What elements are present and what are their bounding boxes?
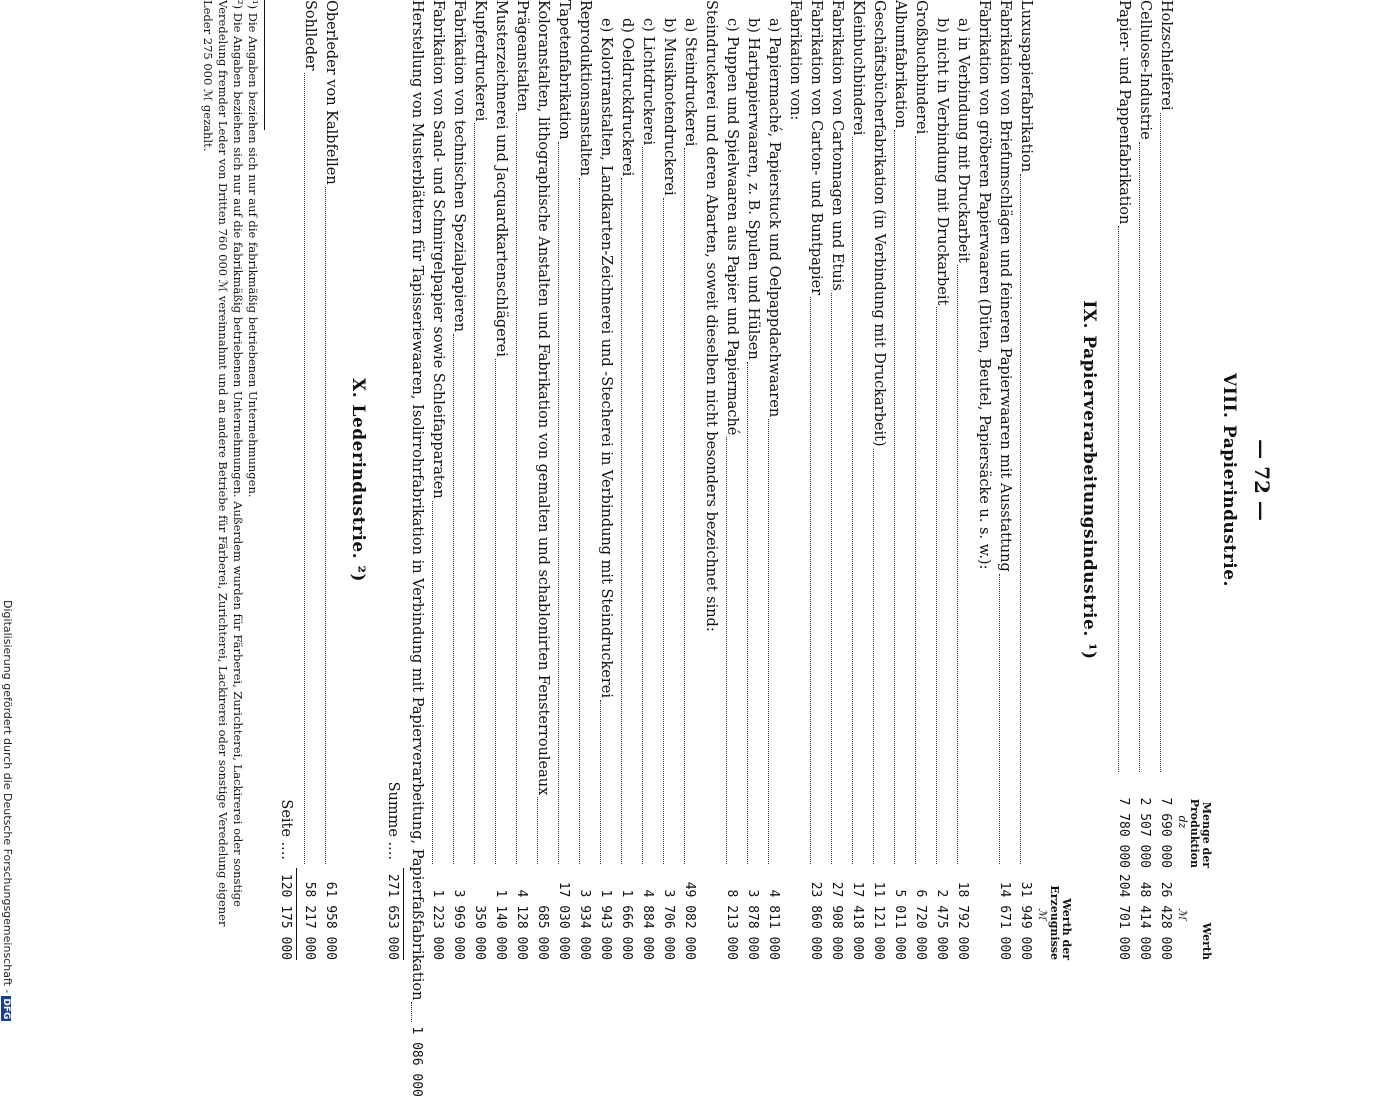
dot-leader	[663, 198, 664, 864]
row-label: Steindruckerei und deren Abarten, soweit dieselben nicht besonders bezeichnet sind:	[703, 0, 719, 632]
row-value: 3 969 000	[451, 889, 466, 960]
row-label: Geschäftsbücherfabrikation (in Verbindung mit Druckarbeit)	[871, 0, 887, 447]
table-row	[427, 0, 448, 960]
row-value: 49 082 000	[682, 881, 697, 960]
dot-leader	[1118, 226, 1119, 772]
row-value: 1 943 000	[598, 889, 613, 960]
dot-leader	[558, 142, 559, 864]
row-label: Fabrikation von Carton- und Buntpapier	[808, 0, 824, 296]
dot-leader	[852, 137, 853, 864]
row-value: 17 418 000	[850, 881, 865, 960]
row-value: 31 949 000	[1018, 881, 1033, 960]
dot-leader	[1160, 113, 1161, 772]
row-quantity: 2 507 000	[1137, 797, 1152, 868]
section-viii-header	[1188, 0, 1212, 960]
dot-leader	[810, 297, 811, 864]
section-ix-title: IX. Papierverarbeitungsindustrie. ¹)	[1079, 300, 1099, 660]
section-ix-header	[1048, 0, 1072, 960]
row-label: b) nicht in Verbindung mit Druckarbeit	[934, 18, 950, 306]
table-row	[406, 0, 427, 1097]
row-quantity: 7 690 000	[1158, 797, 1173, 868]
row-value: 26 428 000	[1158, 881, 1173, 960]
row-label: Großbuchbinderei	[913, 0, 929, 135]
table-row	[952, 0, 973, 960]
page-number: — 72 —	[1250, 439, 1274, 521]
row-value: 23 860 000	[808, 881, 823, 960]
dot-leader	[1139, 142, 1140, 772]
section-viii-units	[1176, 0, 1188, 960]
dot-leader	[726, 437, 727, 864]
row-label: Fabrikation von Cartonnagen und Etuis	[829, 0, 845, 291]
table-row	[826, 0, 847, 960]
section-ix-table	[406, 0, 1036, 1097]
row-label: Sohlleder	[302, 0, 318, 71]
row-label: Kleinbuchbinderei	[850, 0, 866, 136]
row-value: 4 811 000	[766, 889, 781, 960]
row-label: a) Papiermaché, Papierstuck und Oelpappdachwaaren	[766, 18, 782, 418]
dot-leader	[747, 362, 748, 864]
table-row	[616, 0, 637, 960]
row-label: Cellulose-Industrie	[1137, 0, 1153, 140]
row-label: d) Oeldruckdruckerei	[619, 18, 635, 177]
row-label: Papier- und Pappenfabrikation	[1116, 0, 1132, 225]
row-value: 27 908 000	[829, 881, 844, 960]
table-row	[553, 0, 574, 960]
table-row	[1113, 0, 1134, 960]
table-row	[532, 0, 553, 960]
table-row	[448, 0, 469, 960]
dot-leader	[304, 73, 305, 864]
row-value: 685 000	[535, 905, 550, 960]
table-row	[490, 0, 511, 960]
table-row	[469, 0, 490, 960]
dot-leader	[642, 147, 643, 864]
dot-leader	[831, 293, 832, 864]
table-row	[721, 0, 742, 960]
header-value: Werth	[1200, 922, 1213, 960]
table-row	[742, 0, 763, 960]
row-value: 204 701 000	[1116, 873, 1131, 960]
row-label: Fabrikation von gröberen Papierwaaren (Düten, Beutel, Papiersäcke u. s. w.):	[976, 0, 992, 570]
row-value: 2 475 000	[934, 889, 949, 960]
row-value: 4 884 000	[640, 889, 655, 960]
table-row	[910, 0, 931, 960]
dot-leader	[873, 449, 874, 864]
section-ix-sum	[382, 0, 404, 960]
header-quantity: Menge der Produktion	[1188, 798, 1213, 868]
dot-leader	[894, 130, 895, 864]
digitization-note-text: Digitalisierung gefördert durch die Deutsche Forschungsgemeinschaft -	[1, 600, 14, 994]
row-label: Oberleder von Kalbfellen	[323, 0, 339, 185]
dot-leader	[453, 334, 454, 864]
table-row	[868, 0, 889, 960]
row-label: Koloranstalten, lithographische Anstalten und Fabrikation von gemalten und schablonirten Fensterrouleaux	[535, 0, 551, 796]
table-row	[595, 0, 616, 960]
table-row	[763, 0, 784, 960]
row-label: Herstellung von Musterblättern für Tapisseriewaaren, Isolirrohrfabrikation in Verbindung mit Papierverarbeitung, Papierfaßfabrikation	[409, 0, 425, 1001]
table-row	[700, 0, 721, 960]
dot-leader	[495, 359, 496, 864]
table-row	[574, 0, 595, 960]
dot-leader	[936, 307, 937, 864]
rotated-page	[180, 0, 1280, 1097]
section-viii-title: VIII. Papierindustrie.	[1219, 373, 1239, 587]
table-row	[1155, 0, 1176, 960]
section-viii-table	[1113, 0, 1176, 960]
table-row	[1134, 0, 1155, 960]
dfg-logo: DFG	[1, 998, 11, 1020]
row-value: 1 223 000	[430, 889, 445, 960]
unit-value: ℳ	[1176, 908, 1189, 920]
row-label: a) Steindruckerei	[682, 18, 698, 147]
row-label: Fabrikation von:	[787, 0, 803, 121]
row-label: Fabrikation von technischen Spezialpapieren	[451, 0, 467, 332]
digitization-note	[0, 600, 14, 1020]
section-x-table	[299, 0, 341, 960]
unit-quantity: dz	[1176, 815, 1189, 829]
dot-leader	[325, 187, 326, 864]
table-row	[994, 0, 1015, 960]
row-label: Reproduktionsanstalten	[577, 0, 593, 177]
row-label: Fabrikation von Sand- und Schmirgelpapier sowie Schleifapparaten	[430, 0, 446, 499]
table-row	[658, 0, 679, 960]
row-label: c) Puppen und Spielwaaren aus Papier und Papiermaché	[724, 18, 740, 436]
row-label: Holzschleiferei	[1158, 0, 1174, 111]
row-value: 5 011 000	[892, 889, 907, 960]
row-label: Luxuspapierfabrikation	[1018, 0, 1034, 173]
dot-leader	[621, 178, 622, 864]
header-product-value: Werth der Erzeugnisse	[1048, 885, 1073, 960]
section-x-title: X. Lederindustrie. ²)	[348, 378, 368, 582]
page-sum-label: Seite ....	[278, 799, 294, 860]
section-x-sum	[275, 0, 297, 960]
dot-leader	[537, 797, 538, 864]
row-quantity: 7 780 000	[1116, 797, 1131, 868]
footnote-1: ¹) Die Angaben beziehen sich nur auf die fabrikmäßig betriebenen Unternehmungen.	[246, 0, 260, 498]
dot-leader	[999, 574, 1000, 864]
table-row	[847, 0, 868, 960]
dot-leader	[432, 501, 433, 864]
dot-leader	[684, 148, 685, 864]
dot-leader	[957, 265, 958, 864]
table-row	[299, 0, 320, 960]
row-value: 1 140 000	[493, 889, 508, 960]
row-label: b) Hartpapierwaaren, z. B. Spulen und Hülsen	[745, 18, 761, 360]
row-value: 14 671 000	[997, 881, 1012, 960]
dot-leader	[579, 178, 580, 864]
row-value: 17 030 000	[556, 881, 571, 960]
row-value: 350 000	[472, 905, 487, 960]
dot-leader	[516, 113, 517, 864]
row-label: c) Lichtdruckerei	[640, 18, 656, 146]
row-label: b) Musiknotendruckerei	[661, 18, 677, 196]
row-value: 61 958 000	[323, 881, 338, 960]
row-label: a) in Verbindung mit Druckarbeit	[955, 18, 971, 263]
row-value: 58 217 000	[302, 881, 317, 960]
row-label: Kupferdruckerei	[472, 0, 488, 122]
row-value: 3 934 000	[577, 889, 592, 960]
row-value: 6 720 000	[913, 889, 928, 960]
table-row	[889, 0, 910, 960]
dot-leader	[411, 1002, 412, 1022]
dot-leader	[474, 123, 475, 864]
unit-product-value: ℳ	[1036, 908, 1049, 920]
table-row	[637, 0, 658, 960]
dot-leader	[768, 419, 769, 864]
dot-leader	[600, 700, 601, 864]
row-label: Musterzeichnerei und Jacquardkartenschlägerei	[493, 0, 509, 357]
row-value: 8 213 000	[724, 889, 739, 960]
page-sum-value: 120 175 000	[275, 868, 297, 960]
dot-leader	[1020, 174, 1021, 864]
table-row	[784, 0, 805, 960]
row-value: 48 414 000	[1137, 881, 1152, 960]
row-label: e) Koloriranstalten, Landkarten-Zeichnerei und -Stecherei in Verbindung mit Steindruckerei	[598, 18, 614, 699]
table-row	[931, 0, 952, 960]
row-label: Fabrikation von Briefumschlägen und feineren Papierwaaren mit Ausstattung	[997, 0, 1013, 572]
footnote-2: ²) Die Angaben beziehen sich nur auf die fabrikmäßig betriebenen Unternehmungen. Außerdem wurden für Färberei, Zurichterei, Lackirerei oder sonstige Veredelung fremder Leder von Dritten 760 000 ℳ vereinnahmt und an andere Betriebe für Färberei, Zurichterei, Lackirerei oder sonstige Veredelung eigener Leder 275 000 ℳ gezahlt.	[201, 0, 245, 927]
dot-leader	[915, 136, 916, 864]
row-value: 18 792 000	[955, 881, 970, 960]
footnote-rule	[264, 0, 265, 130]
section-ix-units	[1036, 0, 1048, 960]
row-value: 3 878 000	[745, 889, 760, 960]
row-value: 1 666 000	[619, 889, 634, 960]
row-value: 4 128 000	[514, 889, 529, 960]
table-row	[511, 0, 532, 960]
sum-label: Summe ....	[385, 781, 401, 860]
row-label: Prägeanstalten	[514, 0, 530, 112]
table-row	[1015, 0, 1036, 960]
row-label: Albumfabrikation	[892, 0, 908, 129]
table-row	[320, 0, 341, 960]
table-row	[973, 0, 994, 960]
table-row	[679, 0, 700, 960]
row-label: Tapetenfabrikation	[556, 0, 572, 140]
table-row	[805, 0, 826, 960]
row-value: 1 086 000	[409, 1026, 424, 1097]
row-value: 11 121 000	[871, 881, 886, 960]
sum-value: 271 653 000	[382, 868, 404, 960]
row-value: 3 706 000	[661, 889, 676, 960]
